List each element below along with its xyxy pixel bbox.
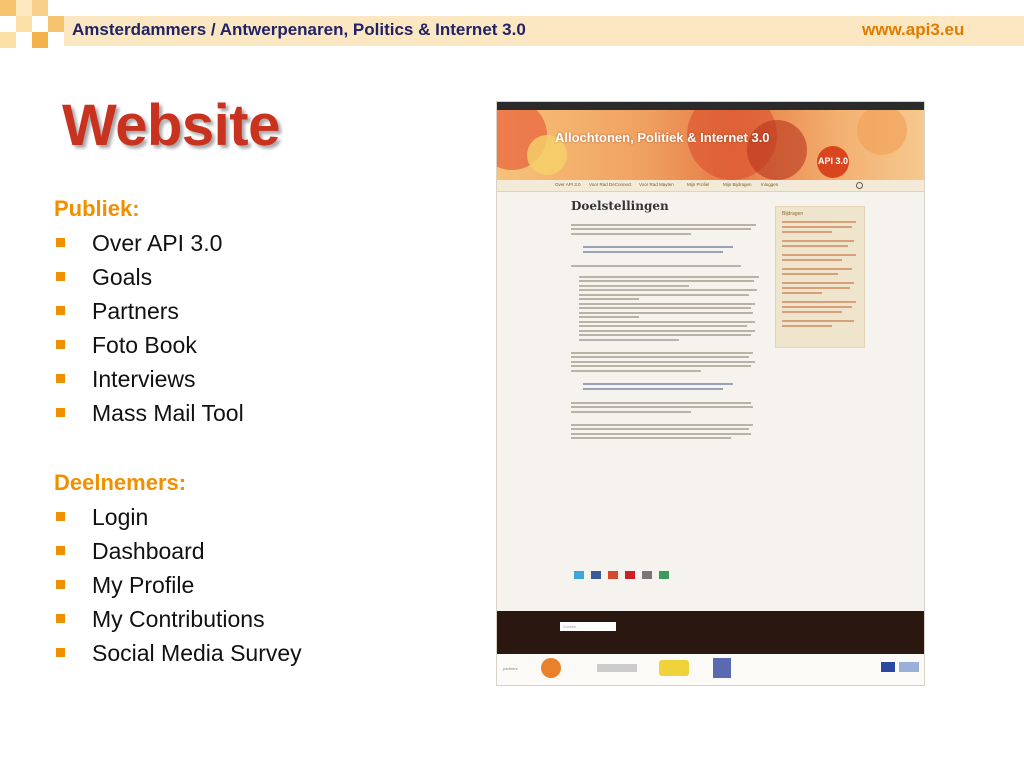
text-line <box>571 233 691 235</box>
site-page-title: Doelstellingen <box>571 199 669 213</box>
text-line <box>571 437 731 439</box>
site-nav <box>497 180 924 192</box>
text-line <box>579 312 753 314</box>
list-item <box>54 294 244 328</box>
sidebar-line <box>782 287 850 289</box>
footer-search-input <box>560 622 616 631</box>
site-banner <box>497 110 924 180</box>
site-nav-item: Voor Rad DeConnect <box>589 182 632 187</box>
footer-search-placeholder: Zoeken <box>563 624 577 629</box>
search-icon <box>856 182 863 189</box>
list-item <box>54 362 244 396</box>
list-item-label: Mass Mail Tool <box>92 400 244 426</box>
list-item-label: My Contributions <box>92 606 265 632</box>
list-item-label: Foto Book <box>92 332 197 358</box>
list-item-label: Dashboard <box>92 538 205 564</box>
google-plus-icon <box>608 571 618 579</box>
bullet-square-icon <box>56 546 65 555</box>
site-nav-item: Over API 3.0 <box>555 182 581 187</box>
sidebar-line <box>782 325 832 327</box>
banner-circle <box>747 120 807 180</box>
decor-square <box>16 16 32 32</box>
quote-line <box>583 388 723 390</box>
text-line <box>579 298 639 300</box>
text-line <box>571 224 756 226</box>
decor-square <box>48 16 64 32</box>
text-line <box>571 402 751 404</box>
section-heading: Deelnemers: <box>54 470 187 495</box>
bullet-square-icon <box>56 512 65 521</box>
partner-logo <box>659 660 689 676</box>
bullet-square-icon <box>56 272 65 281</box>
site-content <box>571 199 761 442</box>
decor-square <box>16 0 32 16</box>
bullet-square-icon <box>56 238 65 247</box>
site-nav-item: Mijn Bijdragen <box>723 182 752 187</box>
quote-line <box>583 251 723 253</box>
text-line <box>579 276 759 278</box>
site-sidebar <box>775 206 865 348</box>
list-item-label: Over API 3.0 <box>92 230 223 256</box>
bullet-square-icon <box>56 408 65 417</box>
list-item-label: Social Media Survey <box>92 640 302 666</box>
text-line <box>579 339 679 341</box>
text-line <box>571 424 753 426</box>
decor-square <box>0 32 16 48</box>
site-logo: API 3.0 <box>817 146 849 178</box>
list-item <box>54 396 244 430</box>
text-line <box>571 352 753 354</box>
sidebar-line <box>782 311 842 313</box>
list-item <box>54 500 302 534</box>
list-item <box>54 636 302 670</box>
bullet-list <box>54 226 244 430</box>
list-item-label: Goals <box>92 264 153 290</box>
partners-bar <box>497 654 924 685</box>
banner-circle <box>857 110 907 155</box>
partner-logo <box>899 662 919 672</box>
decor-square <box>32 32 48 48</box>
text-line <box>571 265 741 267</box>
list-item-label: Login <box>92 504 149 530</box>
quote-line <box>583 383 733 385</box>
bullet-square-icon <box>56 580 65 589</box>
site-nav-item: Mijn Profiel <box>687 182 710 187</box>
sidebar-line <box>782 240 854 242</box>
pinterest-icon <box>625 571 635 579</box>
list-item-label: Interviews <box>92 366 196 392</box>
bullet-square-icon <box>56 614 65 623</box>
eu-flag-icon <box>881 662 895 672</box>
sidebar-line <box>782 268 852 270</box>
text-line <box>571 428 749 430</box>
list-item <box>54 260 244 294</box>
email-icon <box>642 571 652 579</box>
bullet-square-icon <box>56 648 65 657</box>
list-item <box>54 534 302 568</box>
text-line <box>571 370 701 372</box>
text-line <box>579 334 751 336</box>
list-item <box>54 602 302 636</box>
text-line <box>571 433 751 435</box>
decor-square <box>32 0 48 16</box>
sidebar-line <box>782 226 852 228</box>
sidebar-line <box>782 245 848 247</box>
bullet-list <box>54 500 302 670</box>
text-line <box>579 307 751 309</box>
text-line <box>579 285 689 287</box>
sidebar-line <box>782 292 822 294</box>
website-screenshot <box>496 101 925 686</box>
partner-logo <box>597 664 637 672</box>
sidebar-line <box>782 254 856 256</box>
decor-square <box>0 0 16 16</box>
text-line <box>571 356 749 358</box>
text-line <box>579 289 757 291</box>
text-line <box>571 365 751 367</box>
text-line <box>579 321 755 323</box>
text-line <box>579 325 747 327</box>
bullet-square-icon <box>56 374 65 383</box>
text-line <box>571 411 691 413</box>
facebook-icon <box>591 571 601 579</box>
site-nav-item: Voor Rad Mayten <box>639 182 674 187</box>
site-footer <box>497 611 924 654</box>
text-line <box>571 406 753 408</box>
partner-logo <box>713 658 731 678</box>
text-line <box>571 228 751 230</box>
list-item <box>54 226 244 260</box>
site-banner-title: Allochtonen, Politiek & Internet 3.0 <box>555 130 770 145</box>
sidebar-line <box>782 306 852 308</box>
text-line <box>579 280 754 282</box>
header-url-link[interactable]: www.api3.eu <box>862 20 965 39</box>
admin-bar <box>497 102 924 110</box>
quote-line <box>583 246 733 248</box>
sidebar-line <box>782 259 842 261</box>
text-line <box>579 294 749 296</box>
list-item <box>54 568 302 602</box>
list-item-label: Partners <box>92 298 179 324</box>
sidebar-line <box>782 231 832 233</box>
text-line <box>579 303 755 305</box>
section-deelnemers <box>54 466 302 670</box>
partners-label: partners <box>503 666 518 671</box>
text-line <box>571 361 755 363</box>
sidebar-line <box>782 301 856 303</box>
text-line <box>579 316 639 318</box>
list-item-label: My Profile <box>92 572 195 598</box>
bullet-square-icon <box>56 306 65 315</box>
site-nav-item: Inloggen <box>761 182 779 187</box>
twitter-icon <box>574 571 584 579</box>
header-title: Amsterdammers / Antwerpenaren, Politics & Internet 3.0 <box>72 20 526 39</box>
section-heading: Publiek: <box>54 196 140 221</box>
section-publiek <box>54 192 244 430</box>
bullet-square-icon <box>56 340 65 349</box>
sidebar-line <box>782 273 838 275</box>
slide-title: Website <box>62 93 280 158</box>
sidebar-line <box>782 320 854 322</box>
list-item <box>54 328 244 362</box>
text-line <box>579 330 755 332</box>
sidebar-title: Bijdragen <box>782 211 804 217</box>
share-icon <box>659 571 669 579</box>
sidebar-line <box>782 221 856 223</box>
sidebar-line <box>782 282 854 284</box>
partner-logo <box>541 658 561 678</box>
